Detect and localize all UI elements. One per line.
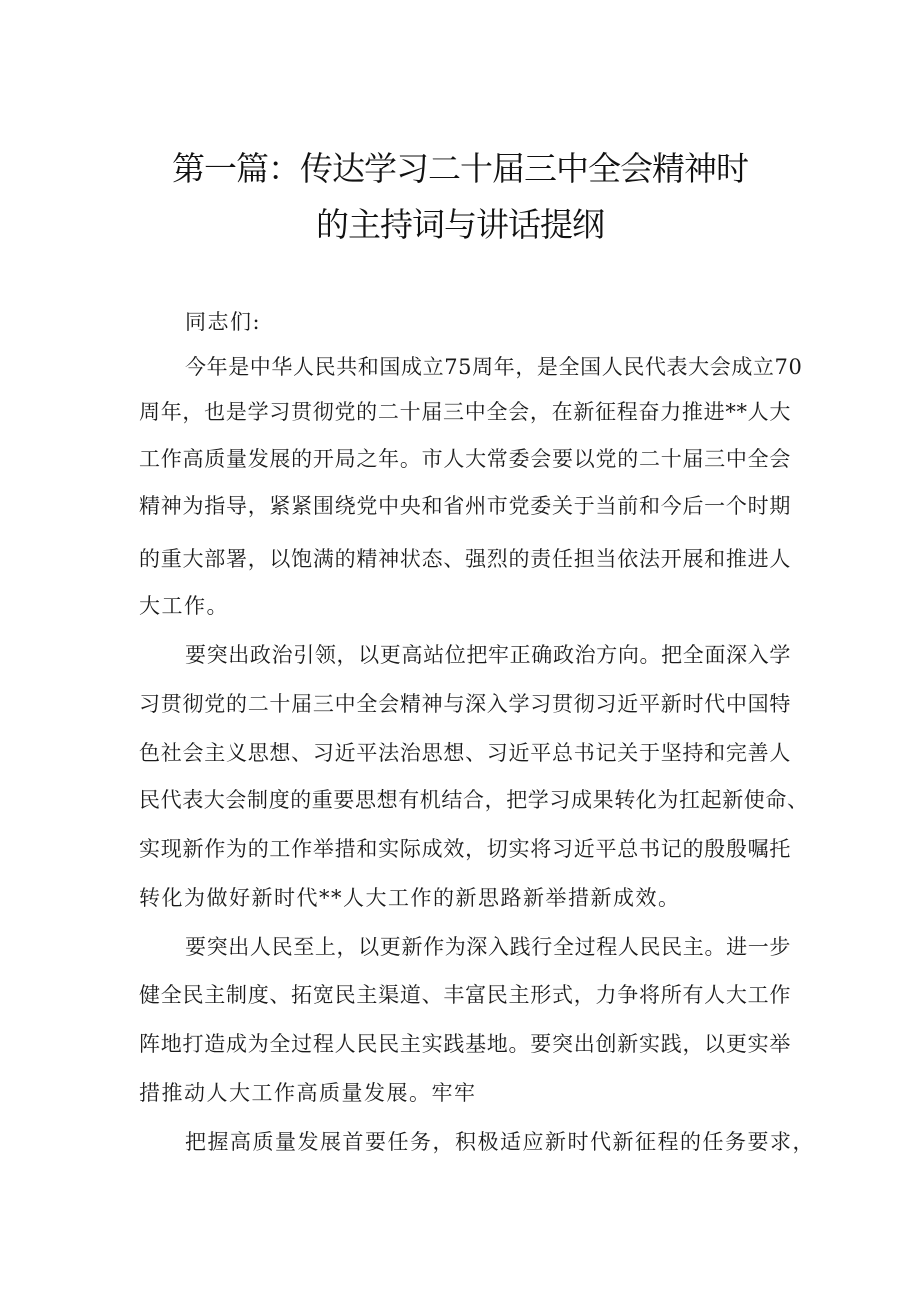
paragraph-3-line-3: 阵地打造成为全过程人民民主实践基地。要突出创新实践，以更实举 — [139, 1032, 791, 1056]
paragraph-1-line-2: 周年，也是学习贯彻党的二十届三中全会，在新征程奋力推进**人大 — [139, 400, 791, 424]
paragraph-1-line-6: 大工作。 — [139, 594, 229, 618]
paragraph-2-line-5: 实现新作为的工作举措和实际成效，切实将习近平总书记的殷殷嘱托 — [139, 837, 791, 861]
paragraph-2-line-2: 习贯彻党的二十届三中全会精神与深入学习贯彻习近平新时代中国特 — [139, 692, 791, 716]
paragraph-3-line-2: 健全民主制度、拓宽民主渠道、丰富民主形式，力争将所有人大工作 — [139, 983, 791, 1007]
paragraph-3-line-1: 要突出人民至上，以更新作为深入践行全过程人民民主。进一步 — [185, 935, 791, 959]
paragraph-1-line-4: 精神为指导，紧紧围绕党中央和省州市党委关于当前和今后一个时期 — [139, 494, 791, 518]
document-title-line-1: 第一篇：传达学习二十届三中全会精神时 — [172, 149, 748, 188]
paragraph-2-line-6: 转化为做好新时代**人大工作的新思路新举措新成效。 — [139, 886, 681, 910]
paragraph-2-line-3: 色社会主义思想、习近平法治思想、习近平总书记关于坚持和完善人 — [139, 741, 791, 765]
paragraph-2-line-1: 要突出政治引领，以更高站位把牢正确政治方向。把全面深入学 — [185, 643, 791, 667]
paragraph-1-line-3: 工作高质量发展的开局之年。市人大常委会要以党的二十届三中全会 — [139, 447, 791, 471]
document-title-line-2: 的主持词与讲话提纲 — [316, 205, 604, 244]
paragraph-3-line-4: 措推动人大工作高质量发展。牢牢 — [139, 1081, 477, 1105]
paragraph-1-line-5: 的重大部署，以饱满的精神状态、强烈的责任担当依法开展和推进人 — [139, 547, 791, 571]
paragraph-1-line-1: 今年是中华人民共和国成立75周年，是全国人民代表大会成立70 — [185, 355, 803, 379]
paragraph-2-line-4: 民代表大会制度的重要思想有机结合，把学习成果转化为扛起新使命、 — [139, 788, 809, 812]
paragraph-4-line-1: 把握高质量发展首要任务，积极适应新时代新征程的任务要求， — [185, 1130, 815, 1154]
greeting: 同志们: — [185, 310, 262, 334]
